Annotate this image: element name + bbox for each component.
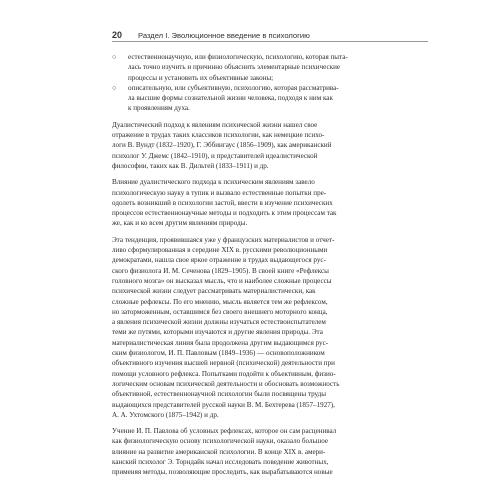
text-line: Эта тенденция, проявившаяся уже у французских материалистов и отчет- <box>112 235 335 244</box>
text-line: Учение И. П. Павлова об условных рефлексах, которое он сам расценивал <box>112 427 337 436</box>
text-line: Влияние дуалистического подхода к психическим явлениям завело <box>112 178 315 187</box>
text-line: философии, таких как В. Дильтей (1833–1911) и др. <box>112 161 269 170</box>
text-line: Дуалистический подход к явлениям психической жизни нашел свое <box>112 120 318 129</box>
text-line: объективной, естественнонаучной психологии были посвящены труды <box>112 390 327 399</box>
text-line: ливо сформулированная в середине XIX в. русскими революционными <box>112 246 328 255</box>
text-line: же, как и ко всем другим явлениям природы. <box>112 219 248 228</box>
text-line: одолеть возникший в психологии застой, ввести в изучение психических <box>112 198 333 207</box>
text-line: лась точно изучить и причинно объяснить элементарные психические <box>128 63 341 72</box>
text-line: выдающихся представителей русской науки В. М. Бехтерева (1857–1927), <box>112 400 335 409</box>
text-line: А. А. Ухтомского (1875–1942) и др. <box>112 410 219 419</box>
text-line: процессов естественнонаучные методы и подходить к этим процессам так <box>112 209 337 218</box>
text-line: как физиологическую основу психологической науки, оказало большое <box>112 437 329 446</box>
text-line: ского физиолога И. М. Сеченова (1829–1905). В своей книге «Рефлексы <box>112 266 329 275</box>
bullet-item <box>112 83 430 114</box>
text-line: объективного изучения высшей нервной (психической) деятельности при <box>112 359 335 368</box>
bullet-item <box>112 52 430 83</box>
text-line: но заторможенным, оставшимся без своего внешнего моторного конца, <box>112 307 328 316</box>
section-title: Раздел I. Эволюционное введение в психологию <box>138 31 310 40</box>
text-line: логи В. Вундт (1832–1920), Г. Эббингаус (1856–1909), как американский <box>112 141 332 150</box>
text-line: материалистическая линия была продолжена другим выдающимся рус- <box>112 338 329 347</box>
text-line: к проявлениям духа. <box>128 104 190 113</box>
text-line: теми же путями, которыми изучаются и другие явления природы. Эта <box>112 328 323 337</box>
text-line: ла высшие формы сознательной жизни человека, подходя к ним как <box>128 94 333 103</box>
paragraph <box>112 426 430 477</box>
text-line: процессы и установить их объективные законы; <box>128 73 274 82</box>
text-line: описательную, или субъективную, психологию, которая рассматрива- <box>128 83 339 92</box>
text-line: психологическую науку в тупик и вызвало естественные попытки пре- <box>112 188 327 197</box>
bullet-marker-icon: ○ <box>112 83 117 92</box>
text-line: канский психолог Э. Торндайк начал исследовать поведение животных, <box>112 457 329 466</box>
text-line: применяя методы, позволяющие проследить, как вырабатываются новые <box>112 468 333 477</box>
text-line: а явления психической жизни должны изучаться естествоиспытателем <box>112 318 326 327</box>
text-line: психолог У. Джемс (1842–1910), и представителей идеалистической <box>112 151 318 160</box>
page-body <box>112 52 430 478</box>
paragraph <box>112 235 430 420</box>
page-header <box>112 30 432 44</box>
text-line: головного мозга» он высказал мысль, что и наиболее сложные процессы <box>112 276 332 285</box>
text-line: помощи условного рефлекса. Попытками подойти к объективным, физио- <box>112 369 336 378</box>
bullet-list <box>112 52 430 114</box>
header-rule <box>112 41 428 42</box>
text-line: логическим основам психической деятельности и обосновать возможность <box>112 379 340 388</box>
text-line: естественнонаучную, или физиологическую, психологию, которая пыта- <box>128 53 348 61</box>
paragraphs <box>112 114 430 478</box>
text-line: психической жизни следует рассматривать материалистически, как <box>112 287 316 296</box>
paragraph <box>112 120 430 171</box>
bullet-marker-icon: ○ <box>112 53 117 61</box>
text-line: ским физиологом, И. П. Павловым (1849–1936) — основоположником <box>112 349 325 358</box>
paragraph <box>112 177 430 228</box>
text-line: отражение в трудах таких классиков психологии, как немецкие психо- <box>112 131 325 140</box>
text-line: демократами, нашла свое яркое отражение в трудах выдающегося рус- <box>112 256 326 265</box>
text-line: влияние на развитие американской психологии. В конце XIX в. амери- <box>112 447 326 456</box>
text-line: сложные рефлексы. По его мнению, мысль является тем же рефлексом, <box>112 297 328 306</box>
page-number: 20 <box>112 30 123 40</box>
